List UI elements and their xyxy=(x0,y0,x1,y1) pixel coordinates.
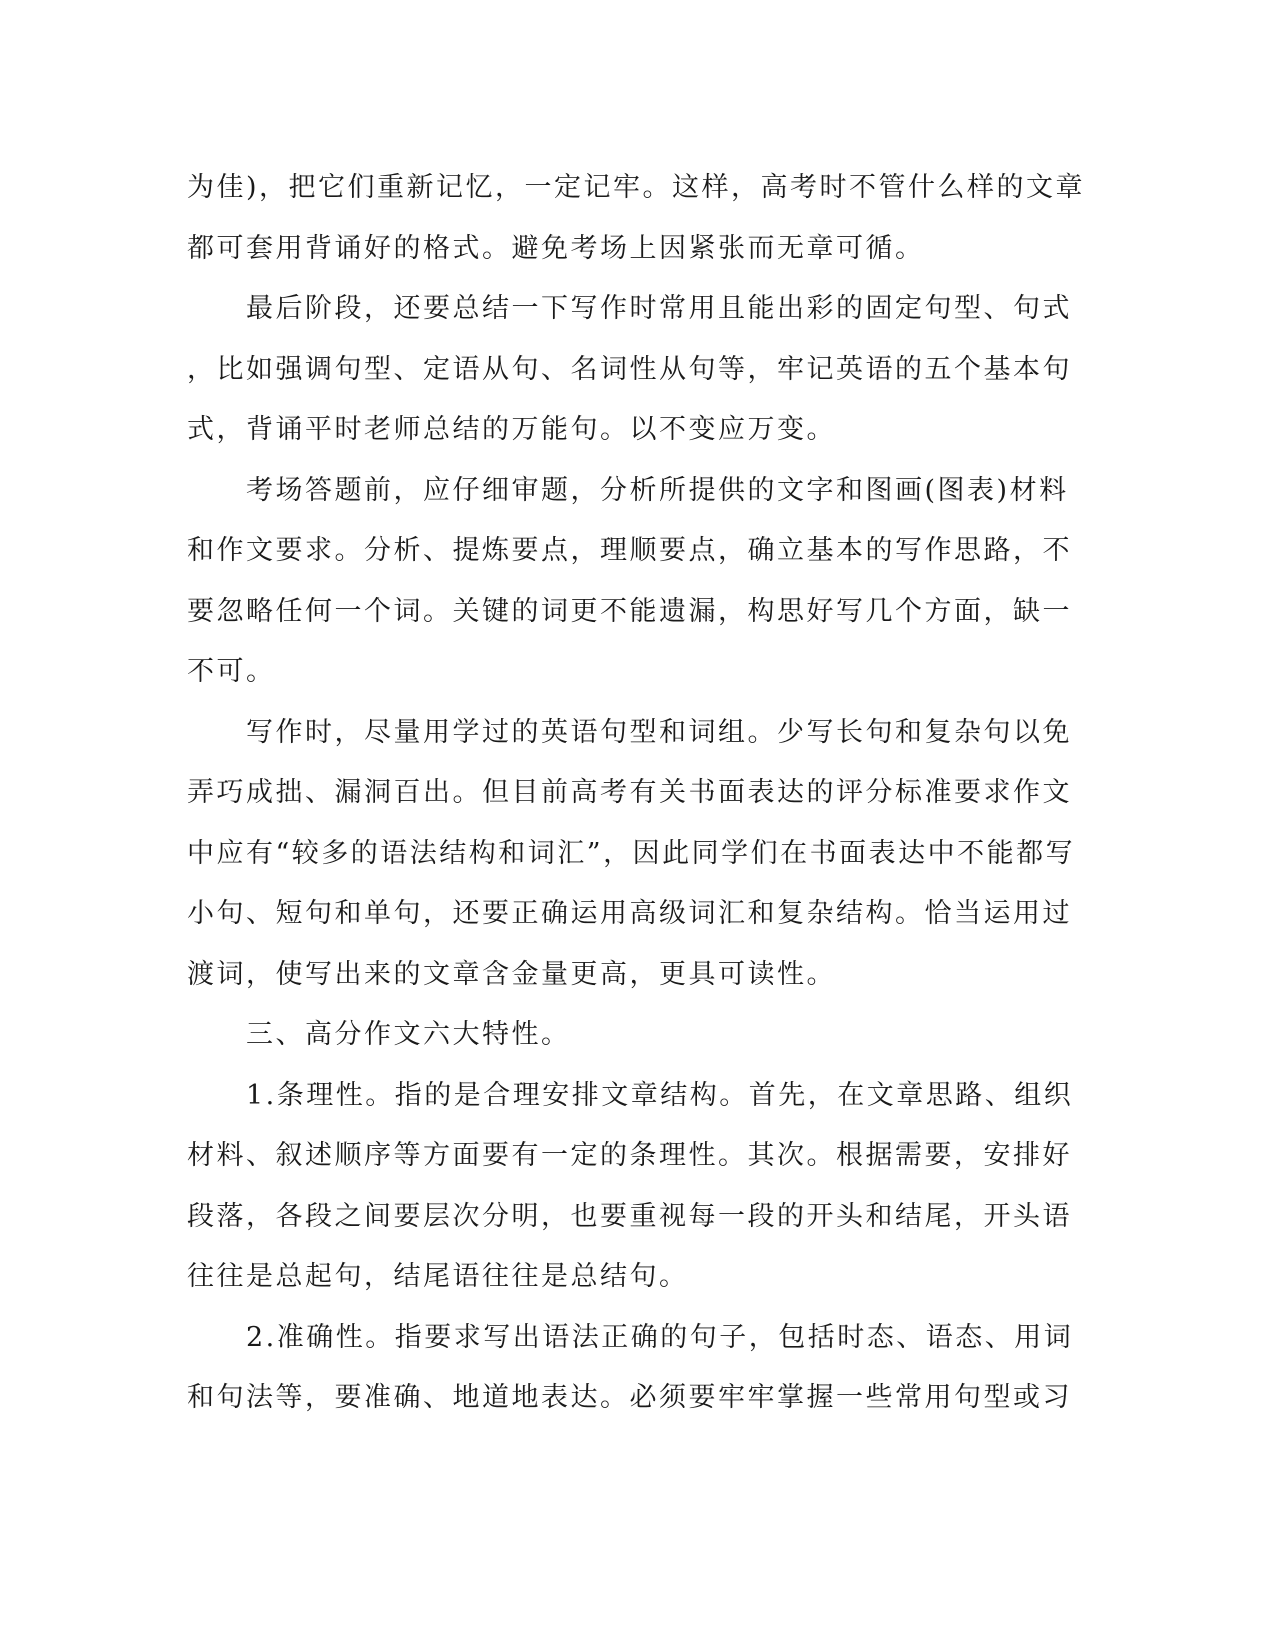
text-line: 考场答题前，应仔细审题，分析所提供的文字和图画(图表)材料 xyxy=(187,474,1069,506)
text-line: 渡词，使写出来的文章含金量更高，更具可读性。 xyxy=(187,958,836,990)
text-line: 往往是总起句，结尾语往往是总结句。 xyxy=(187,1261,689,1292)
text-line: 中应有“较多的语法结构和词汇”，因此同学们在书面表达中不能都写 xyxy=(187,837,1076,869)
text-line: 不可。 xyxy=(187,656,276,687)
text-line: 式，背诵平时老师总结的万能句。以不变应万变。 xyxy=(187,414,836,445)
text-line: 都可套用背诵好的格式。避免考场上因紧张而无章可循。 xyxy=(187,232,925,264)
text-line: 1.条理性。指的是合理安排文章结构。首先，在文章思路、组织 xyxy=(187,1079,1074,1111)
text-line: 最后阶段，还要总结一下写作时常用且能出彩的固定句型、句式 xyxy=(187,293,1072,324)
document-body xyxy=(187,158,1086,1429)
text-line: 段落，各段之间要层次分明，也要重视每一段的开头和结尾，开头语 xyxy=(187,1200,1072,1232)
section-heading: 三、高分作文六大特性。 xyxy=(187,1019,571,1050)
text-line: 弄巧成拙、漏洞百出。但目前高考有关书面表达的评分标准要求作文 xyxy=(187,777,1072,808)
text-line: ，比如强调句型、定语从句、名词性从句等，牢记英语的五个基本句 xyxy=(187,353,1072,385)
text-line: 2.准确性。指要求写出语法正确的句子，包括时态、语态、用词 xyxy=(187,1321,1074,1353)
text-line: 和作文要求。分析、提炼要点，理顺要点，确立基本的写作思路，不 xyxy=(187,535,1072,566)
text-line: 和句法等，要准确、地道地表达。必须要牢牢掌握一些常用句型或习 xyxy=(187,1382,1072,1413)
text-line: 小句、短句和单句，还要正确运用高级词汇和复杂结构。恰当运用过 xyxy=(187,898,1072,929)
text-line: 要忽略任何一个词。关键的词更不能遗漏，构思好写几个方面，缺一 xyxy=(187,595,1072,627)
text-line: 为佳)，把它们重新记忆，一定记牢。这样，高考时不管什么样的文章 xyxy=(187,172,1086,203)
text-line: 材料、叙述顺序等方面要有一定的条理性。其次。根据需要，安排好 xyxy=(187,1140,1072,1171)
text-line: 写作时，尽量用学过的英语句型和词组。少写长句和复杂句以免 xyxy=(187,716,1072,748)
